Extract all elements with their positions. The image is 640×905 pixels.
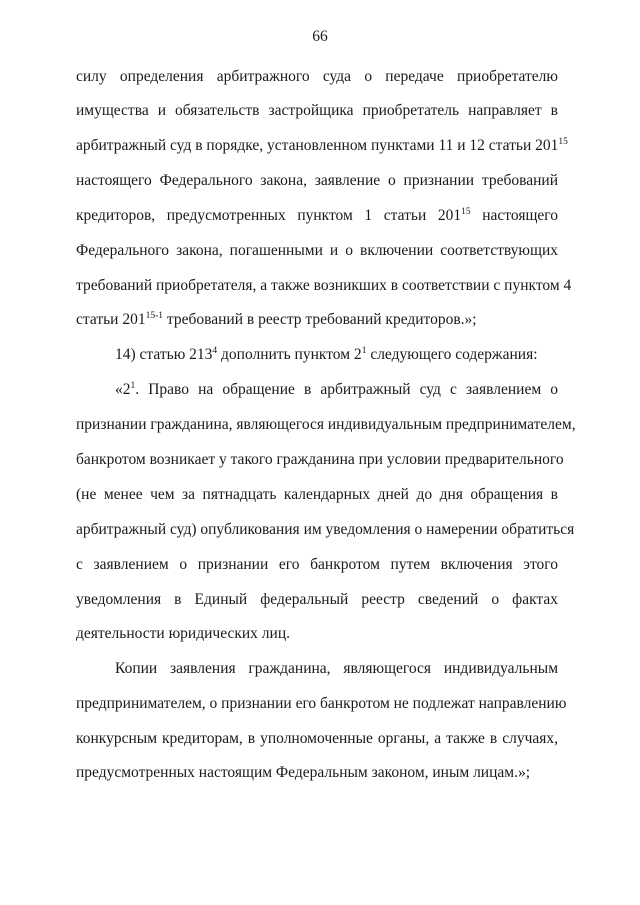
superscript: 15 — [461, 207, 471, 217]
text-line: Федерального закона, погашенными и о включении соответствующих — [76, 242, 558, 259]
text-line: уведомления в Единый федеральный реестр сведений о фактах — [76, 591, 558, 608]
text-line: признании гражданина, являющегося индивидуальным предпринимателем, — [76, 416, 576, 433]
text-line: имущества и обязательств застройщика приобретатель направляет в — [76, 102, 558, 119]
text-fragment: требований в реестр требований кредиторов.»; — [163, 311, 477, 328]
text-line: предпринимателем, о признании его банкротом не подлежат направлению — [76, 695, 567, 712]
superscript: 15 — [558, 137, 568, 147]
text-line: предусмотренных настоящим Федеральным законом, иным лицам.»; — [76, 764, 531, 781]
text-line: силу определения арбитражного суда о передаче приобретателю — [76, 68, 558, 85]
text-fragment: следующего содержания: — [366, 346, 538, 363]
text-line: арбитражный суд) опубликования им уведомления о намерении обратиться — [76, 521, 575, 538]
text-line: (не менее чем за пятнадцать календарных дней до дня обращения в — [76, 486, 558, 503]
superscript: 1 — [130, 381, 136, 391]
text-line: настоящего Федерального закона, заявление о признании требований — [76, 172, 558, 189]
text-line: конкурсным кредиторам, в уполномоченные органы, а также в случаях, — [76, 730, 558, 747]
text-fragment: «2 — [115, 381, 131, 398]
superscript: 4 — [212, 346, 218, 356]
text-line — [115, 345, 558, 365]
text-line: деятельности юридических лиц. — [76, 625, 291, 642]
text-line — [76, 206, 558, 226]
superscript: 1 — [361, 346, 367, 356]
text-line — [76, 310, 558, 330]
text-fragment: арбитражный суд в порядке, установленном пунктами 11 и 12 статьи 201 — [76, 137, 559, 154]
text-fragment: дополнить пунктом 2 — [217, 346, 362, 363]
text-line — [76, 136, 568, 156]
text-fragment: кредиторов, предусмотренных пунктом 1 статьи 201 — [76, 207, 462, 224]
text-line — [115, 380, 558, 400]
text-line: Копии заявления гражданина, являющегося индивидуальным — [115, 660, 558, 677]
text-fragment: статьи 201 — [76, 311, 146, 328]
text-fragment: 14) статью 213 — [115, 346, 213, 363]
text-fragment: . Право на обращение в арбитражный суд с заявлением о — [135, 381, 558, 398]
text-line: с заявлением о признании его банкротом путем включения этого — [76, 556, 558, 573]
text-fragment: настоящего — [470, 207, 559, 224]
superscript: 15-1 — [145, 311, 164, 321]
text-line: требований приобретателя, а также возникших в соответствии с пунктом 4 — [76, 277, 572, 294]
page-number: 66 — [312, 28, 328, 45]
text-line: банкротом возникает у такого гражданина при условии предварительного — [76, 451, 564, 468]
